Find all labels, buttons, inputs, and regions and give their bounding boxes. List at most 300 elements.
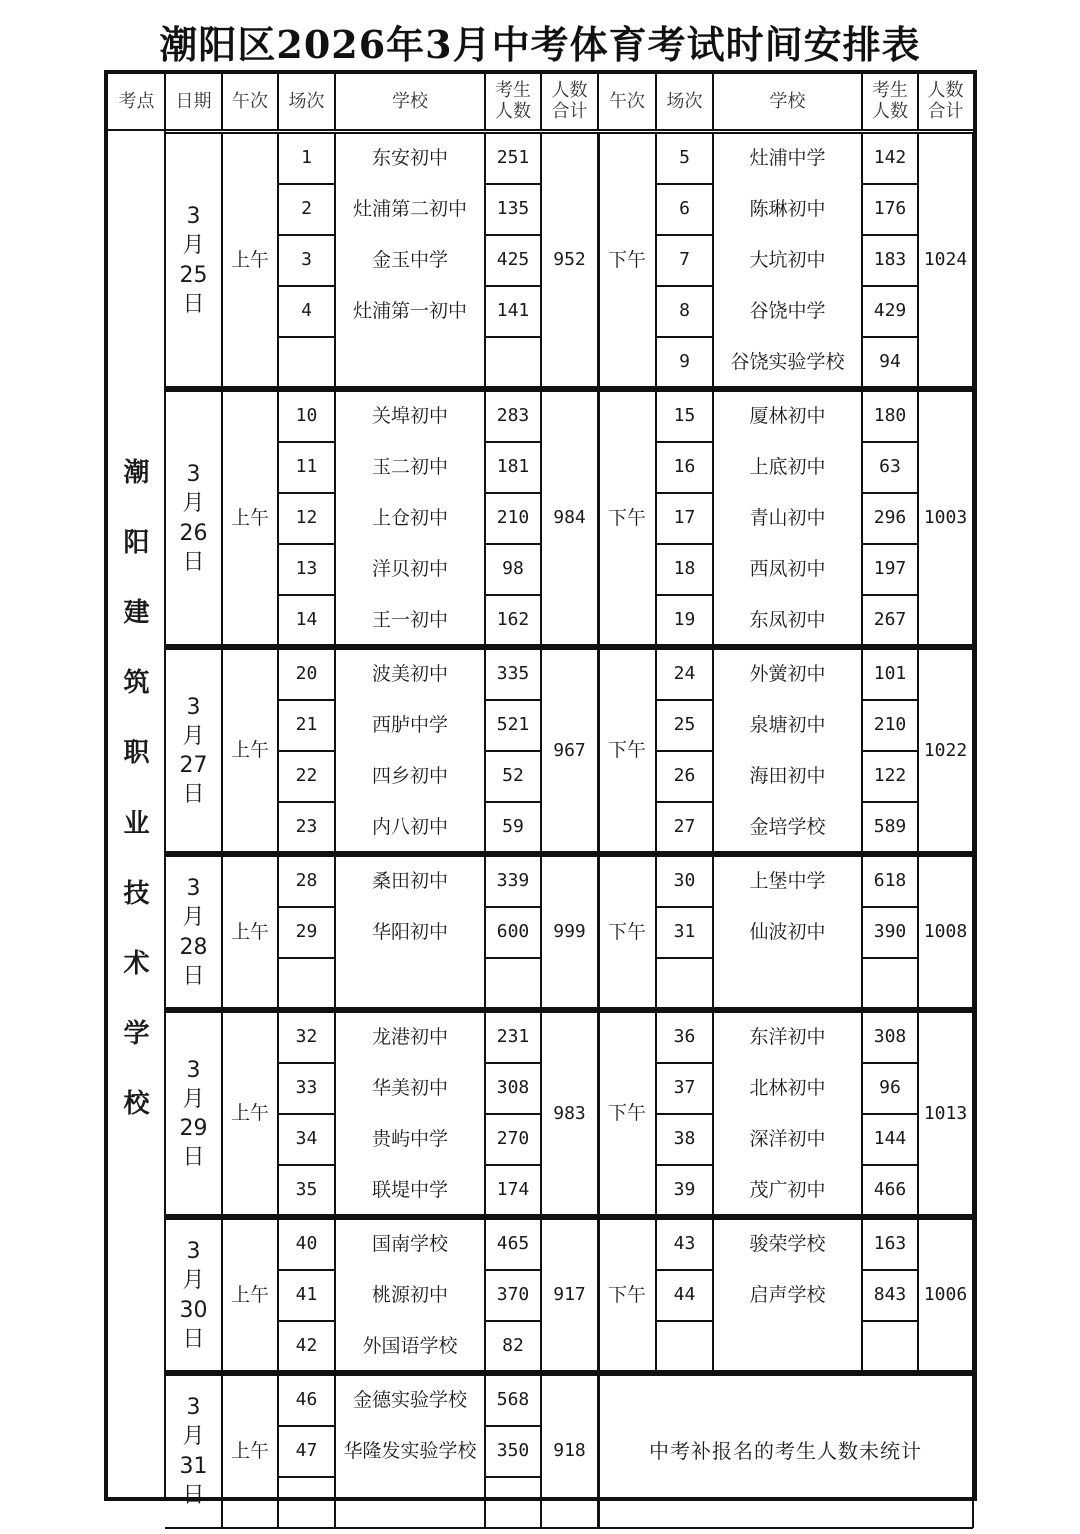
grid-line bbox=[484, 1012, 486, 1216]
grid-line bbox=[712, 856, 714, 1009]
school-am: 灶浦第一初中 bbox=[352, 299, 467, 322]
grid-line bbox=[917, 649, 919, 853]
round-pm: 39 bbox=[673, 1179, 696, 1201]
grid-line bbox=[485, 1164, 541, 1166]
grid-line bbox=[485, 1062, 541, 1064]
grid-line bbox=[917, 133, 919, 388]
round-pm: 37 bbox=[673, 1077, 696, 1099]
grid-line bbox=[861, 391, 863, 646]
round-am: 32 bbox=[295, 1026, 318, 1048]
round-am: 34 bbox=[295, 1128, 318, 1150]
round-pm: 43 bbox=[673, 1233, 696, 1255]
round-am: 4 bbox=[301, 300, 312, 322]
date-part: 3 bbox=[186, 1395, 201, 1421]
grid-line bbox=[861, 1012, 863, 1216]
school-pm: 谷饶中学 bbox=[749, 299, 826, 322]
grid-line bbox=[598, 1012, 600, 1216]
grid-line bbox=[221, 133, 223, 388]
grid-line bbox=[484, 1219, 486, 1372]
total-pm: 1024 bbox=[923, 249, 968, 271]
grid-line bbox=[861, 856, 863, 1009]
school-pm: 启声学校 bbox=[749, 1283, 826, 1306]
grid-line bbox=[277, 1219, 279, 1372]
grid-line bbox=[861, 1219, 863, 1372]
grid-line bbox=[972, 1219, 974, 1372]
grid-line bbox=[862, 957, 918, 959]
date-part: 月 bbox=[182, 905, 205, 931]
date-cell bbox=[165, 1219, 222, 1372]
round-pm: 44 bbox=[673, 1284, 696, 1306]
grid-line bbox=[972, 133, 974, 388]
grid-line bbox=[277, 391, 279, 646]
grid-line bbox=[485, 957, 541, 959]
grid-line bbox=[485, 1269, 541, 1271]
total-am: 917 bbox=[553, 1284, 586, 1306]
grid-line bbox=[485, 492, 541, 494]
count-pm: 144 bbox=[873, 1128, 907, 1150]
grid-line bbox=[334, 391, 336, 646]
school-pm: 东洋初中 bbox=[749, 1025, 826, 1048]
school-am: 华美初中 bbox=[371, 1076, 448, 1099]
header-school-am: 学校 bbox=[392, 90, 428, 112]
round-am: 21 bbox=[295, 714, 318, 736]
school-pm: 西凤初中 bbox=[749, 557, 826, 580]
session-am: 上午 bbox=[230, 739, 269, 762]
grid-line bbox=[278, 234, 335, 236]
grid-line bbox=[917, 74, 919, 130]
page-title: 潮阳区2026年3月中考体育考试时间安排表 bbox=[159, 22, 921, 67]
school-pm: 大坑初中 bbox=[749, 248, 826, 271]
grid-line bbox=[278, 750, 335, 752]
session-pm: 下午 bbox=[607, 248, 646, 271]
session-pm: 下午 bbox=[607, 920, 646, 943]
round-am: 11 bbox=[295, 456, 318, 478]
grid-line bbox=[485, 1476, 541, 1478]
school-am: 华隆发实验学校 bbox=[343, 1439, 477, 1462]
round-am: 1 bbox=[301, 147, 312, 169]
date-part: 27 bbox=[179, 753, 208, 778]
school-am: 关埠初中 bbox=[371, 404, 448, 427]
grid-line bbox=[485, 1113, 541, 1115]
date-cell bbox=[165, 649, 222, 853]
session-am: 上午 bbox=[230, 1283, 269, 1306]
header-total-am: 人数合计 bbox=[551, 80, 588, 122]
count-am: 465 bbox=[496, 1233, 530, 1255]
round-am: 29 bbox=[295, 921, 318, 943]
grid-line bbox=[598, 649, 600, 853]
school-pm: 仙波初中 bbox=[749, 920, 826, 943]
grid-line bbox=[334, 133, 336, 388]
count-pm: 94 bbox=[879, 351, 901, 373]
grid-line bbox=[278, 906, 335, 908]
session-am: 上午 bbox=[230, 1439, 269, 1462]
grid-line bbox=[278, 1476, 335, 1478]
school-am: 上仓初中 bbox=[371, 506, 448, 529]
venue-char: 业 bbox=[123, 808, 150, 839]
grid-line bbox=[165, 1011, 973, 1013]
grid-line bbox=[862, 543, 918, 545]
grid-line bbox=[862, 285, 918, 287]
date-part: 3 bbox=[186, 876, 201, 902]
school-pm: 外黉初中 bbox=[749, 662, 826, 685]
grid-line bbox=[165, 1527, 973, 1529]
count-am: 521 bbox=[496, 714, 530, 736]
grid-line bbox=[861, 74, 863, 130]
school-am: 金玉中学 bbox=[371, 248, 448, 271]
grid-line bbox=[485, 906, 541, 908]
school-am: 洋贝初中 bbox=[371, 557, 448, 580]
count-am: 308 bbox=[496, 1077, 530, 1099]
school-pm: 灶浦中学 bbox=[749, 146, 826, 169]
school-am: 波美初中 bbox=[371, 662, 448, 685]
header-school-pm: 学校 bbox=[769, 90, 806, 112]
grid-line bbox=[278, 1320, 335, 1322]
grid-line bbox=[485, 699, 541, 701]
header-date: 日期 bbox=[175, 90, 212, 112]
grid-line bbox=[862, 183, 918, 185]
round-pm: 7 bbox=[679, 249, 690, 271]
grid-line bbox=[485, 336, 541, 338]
school-pm: 上堡中学 bbox=[749, 869, 826, 892]
grid-line bbox=[972, 391, 974, 646]
grid-line bbox=[334, 856, 336, 1009]
venue-char: 术 bbox=[123, 948, 150, 979]
round-pm: 16 bbox=[673, 456, 696, 478]
count-am: 174 bbox=[496, 1179, 530, 1201]
header-round-pm: 场次 bbox=[666, 90, 703, 112]
round-am: 46 bbox=[295, 1389, 318, 1411]
round-am: 42 bbox=[295, 1335, 318, 1357]
total-pm: 1003 bbox=[923, 507, 968, 529]
grid-line bbox=[972, 1375, 974, 1528]
grid-line bbox=[656, 906, 713, 908]
header-count-pm: 考生人数 bbox=[872, 80, 908, 122]
grid-line bbox=[655, 1219, 657, 1372]
grid-line bbox=[656, 234, 713, 236]
grid-line bbox=[164, 74, 166, 130]
count-am: 370 bbox=[496, 1284, 530, 1306]
count-pm: 210 bbox=[873, 714, 907, 736]
grid-line bbox=[334, 1012, 336, 1216]
grid-line bbox=[656, 441, 713, 443]
grid-line bbox=[655, 391, 657, 646]
count-pm: 589 bbox=[873, 816, 907, 838]
grid-line bbox=[862, 1269, 918, 1271]
grid-line bbox=[540, 74, 542, 130]
round-am: 22 bbox=[295, 765, 318, 787]
school-am: 东安初中 bbox=[371, 146, 448, 169]
grid-line bbox=[221, 1375, 223, 1528]
count-pm: 843 bbox=[873, 1284, 907, 1306]
grid-line bbox=[597, 74, 599, 130]
school-am: 联堤中学 bbox=[371, 1178, 448, 1201]
grid-line bbox=[712, 391, 714, 646]
grid-line bbox=[917, 1219, 919, 1372]
session-am: 上午 bbox=[230, 248, 269, 271]
session-pm: 下午 bbox=[607, 506, 646, 529]
date-part: 日 bbox=[182, 782, 205, 808]
school-am: 玉二初中 bbox=[371, 455, 448, 478]
grid-line bbox=[484, 74, 486, 130]
round-pm: 9 bbox=[679, 351, 690, 373]
venue-char: 建 bbox=[123, 597, 150, 628]
count-pm: 618 bbox=[873, 870, 907, 892]
round-am: 10 bbox=[295, 405, 318, 427]
school-am: 桃源初中 bbox=[371, 1283, 448, 1306]
grid-line bbox=[334, 74, 336, 130]
grid-line bbox=[656, 285, 713, 287]
count-am: 568 bbox=[496, 1389, 530, 1411]
round-am: 28 bbox=[295, 870, 318, 892]
round-am: 40 bbox=[295, 1233, 318, 1255]
grid-line bbox=[862, 1062, 918, 1064]
grid-line bbox=[278, 1269, 335, 1271]
round-pm: 17 bbox=[673, 507, 696, 529]
date-cell bbox=[165, 1375, 222, 1528]
grid-line bbox=[972, 856, 974, 1009]
grid-line bbox=[861, 649, 863, 853]
count-am: 339 bbox=[496, 870, 530, 892]
round-pm: 25 bbox=[673, 714, 696, 736]
date-cell bbox=[165, 391, 222, 646]
grid-line bbox=[656, 543, 713, 545]
grid-line bbox=[917, 856, 919, 1009]
count-am: 135 bbox=[496, 198, 530, 220]
grid-line bbox=[656, 336, 713, 338]
grid-line bbox=[598, 1375, 600, 1528]
date-part: 26 bbox=[179, 520, 208, 546]
grid-line bbox=[165, 648, 973, 650]
grid-line bbox=[278, 1425, 335, 1427]
grid-line bbox=[485, 183, 541, 185]
grid-line bbox=[221, 74, 223, 130]
date-part: 3 bbox=[186, 204, 201, 230]
school-pm: 金培学校 bbox=[749, 815, 826, 838]
grid-line bbox=[278, 1062, 335, 1064]
school-pm: 茂广初中 bbox=[749, 1178, 826, 1201]
school-am: 四乡初中 bbox=[371, 764, 448, 787]
count-am: 141 bbox=[496, 300, 530, 322]
grid-line bbox=[656, 1269, 713, 1271]
grid-line bbox=[278, 1113, 335, 1115]
grid-line bbox=[278, 441, 335, 443]
grid-line bbox=[917, 391, 919, 646]
count-pm: 176 bbox=[873, 198, 907, 220]
total-am: 983 bbox=[553, 1102, 586, 1124]
grid-line bbox=[540, 1012, 542, 1216]
grid-line bbox=[540, 133, 542, 388]
count-am: 251 bbox=[496, 147, 530, 169]
grid-line bbox=[862, 1113, 918, 1115]
grid-line bbox=[221, 856, 223, 1009]
school-am: 龙港初中 bbox=[371, 1025, 448, 1048]
date-cell bbox=[165, 133, 222, 388]
total-pm: 1008 bbox=[923, 921, 968, 943]
grid-line bbox=[278, 285, 335, 287]
grid-line bbox=[598, 133, 600, 388]
grid-line bbox=[656, 750, 713, 752]
session-pm: 下午 bbox=[607, 1102, 646, 1125]
total-pm: 1013 bbox=[923, 1102, 968, 1124]
date-part: 3 bbox=[186, 694, 201, 720]
venue-char: 潮 bbox=[123, 457, 150, 488]
round-am: 20 bbox=[295, 663, 318, 685]
grid-line bbox=[656, 492, 713, 494]
date-part: 29 bbox=[179, 1116, 208, 1141]
school-am: 内八初中 bbox=[371, 815, 448, 838]
round-pm: 15 bbox=[673, 405, 696, 427]
round-pm: 18 bbox=[673, 558, 696, 580]
round-am: 2 bbox=[301, 198, 312, 220]
grid-line bbox=[484, 1375, 486, 1528]
date-part: 月 bbox=[182, 1268, 205, 1294]
date-part: 月 bbox=[182, 491, 205, 517]
grid-line bbox=[485, 594, 541, 596]
grid-line bbox=[540, 391, 542, 646]
venue-char: 校 bbox=[123, 1089, 150, 1120]
header-total-pm: 人数合计 bbox=[927, 80, 964, 122]
school-pm: 北林初中 bbox=[749, 1076, 826, 1099]
grid-line bbox=[861, 133, 863, 388]
date-part: 月 bbox=[182, 723, 205, 749]
grid-line bbox=[656, 1062, 713, 1064]
round-pm: 19 bbox=[673, 609, 696, 631]
grid-line bbox=[334, 1219, 336, 1372]
count-am: 162 bbox=[496, 609, 530, 631]
venue-char: 筑 bbox=[123, 668, 150, 699]
session-pm: 下午 bbox=[607, 739, 646, 762]
count-am: 210 bbox=[496, 507, 530, 529]
count-am: 600 bbox=[496, 921, 530, 943]
grid-line bbox=[656, 1164, 713, 1166]
grid-line bbox=[712, 1219, 714, 1372]
grid-line bbox=[277, 133, 279, 388]
session-pm: 下午 bbox=[607, 1283, 646, 1306]
round-pm: 36 bbox=[673, 1026, 696, 1048]
date-cell bbox=[165, 856, 222, 1009]
grid-line bbox=[221, 391, 223, 646]
grid-line bbox=[712, 133, 714, 388]
round-pm: 26 bbox=[673, 765, 696, 787]
round-pm: 6 bbox=[679, 198, 690, 220]
school-pm: 泉塘初中 bbox=[749, 713, 826, 736]
count-am: 270 bbox=[496, 1128, 530, 1150]
grid-line bbox=[165, 132, 973, 134]
school-am: 王一初中 bbox=[371, 608, 448, 631]
count-am: 52 bbox=[502, 765, 524, 787]
grid-line bbox=[540, 1219, 542, 1372]
school-pm: 上底初中 bbox=[749, 455, 826, 478]
school-pm: 东凤初中 bbox=[749, 608, 826, 631]
grid-line bbox=[712, 649, 714, 853]
date-part: 日 bbox=[182, 963, 205, 989]
grid-line bbox=[278, 492, 335, 494]
date-part: 日 bbox=[182, 549, 205, 575]
count-pm: 163 bbox=[873, 1233, 907, 1255]
round-am: 41 bbox=[295, 1284, 318, 1306]
venue-char: 学 bbox=[123, 1019, 150, 1050]
grid-line bbox=[598, 1219, 600, 1372]
total-am: 967 bbox=[553, 739, 586, 761]
grid-line bbox=[862, 1320, 918, 1322]
grid-line bbox=[917, 1012, 919, 1216]
count-am: 335 bbox=[496, 663, 530, 685]
session-am: 上午 bbox=[230, 920, 269, 943]
grid-line bbox=[165, 855, 973, 857]
count-am: 98 bbox=[502, 558, 524, 580]
date-part: 日 bbox=[182, 291, 205, 317]
count-am: 283 bbox=[496, 405, 530, 427]
grid-line bbox=[485, 1425, 541, 1427]
date-part: 3 bbox=[186, 1239, 201, 1265]
count-pm: 390 bbox=[873, 921, 907, 943]
total-am: 999 bbox=[553, 921, 586, 943]
grid-line bbox=[221, 1219, 223, 1372]
grid-line bbox=[862, 801, 918, 803]
grid-line bbox=[540, 1375, 542, 1528]
grid-line bbox=[656, 183, 713, 185]
count-am: 59 bbox=[502, 816, 524, 838]
grid-line bbox=[598, 856, 600, 1009]
date-cell bbox=[165, 1012, 222, 1216]
round-pm: 27 bbox=[673, 816, 696, 838]
round-pm: 5 bbox=[679, 147, 690, 169]
count-pm: 180 bbox=[873, 405, 907, 427]
date-part: 日 bbox=[182, 1482, 205, 1508]
round-am: 14 bbox=[295, 609, 318, 631]
venue-char: 技 bbox=[123, 878, 150, 909]
date-part: 日 bbox=[182, 1326, 205, 1352]
grid-line bbox=[656, 1113, 713, 1115]
grid-line bbox=[485, 801, 541, 803]
grid-line bbox=[655, 74, 657, 130]
date-part: 28 bbox=[179, 934, 208, 960]
total-am: 952 bbox=[553, 249, 586, 271]
session-am: 上午 bbox=[230, 1102, 269, 1125]
grid-line bbox=[862, 699, 918, 701]
date-part: 月 bbox=[182, 233, 205, 259]
grid-line bbox=[655, 649, 657, 853]
grid-line bbox=[656, 699, 713, 701]
grid-line bbox=[277, 1375, 279, 1528]
school-am: 国南学校 bbox=[371, 1232, 448, 1255]
count-pm: 197 bbox=[873, 558, 907, 580]
school-pm: 海田初中 bbox=[749, 764, 826, 787]
header-session-pm: 午次 bbox=[609, 90, 645, 112]
count-am: 350 bbox=[496, 1440, 530, 1462]
grid-line bbox=[540, 649, 542, 853]
round-pm: 38 bbox=[673, 1128, 696, 1150]
school-pm: 骏荣学校 bbox=[749, 1232, 826, 1255]
grid-line bbox=[656, 1320, 713, 1322]
grid-line bbox=[277, 74, 279, 130]
note-text: 中考补报名的考生人数未统计 bbox=[649, 1439, 922, 1463]
grid-line bbox=[485, 543, 541, 545]
school-pm: 陈琳初中 bbox=[749, 197, 826, 220]
count-pm: 96 bbox=[879, 1077, 901, 1099]
count-pm: 429 bbox=[873, 300, 907, 322]
round-pm: 31 bbox=[673, 921, 696, 943]
grid-line bbox=[278, 183, 335, 185]
date-part: 月 bbox=[182, 1086, 205, 1112]
grid-line bbox=[277, 856, 279, 1009]
grid-line bbox=[485, 1320, 541, 1322]
grid-line bbox=[334, 649, 336, 853]
grid-line bbox=[862, 594, 918, 596]
date-part: 31 bbox=[179, 1453, 208, 1479]
header-venue: 考点 bbox=[118, 90, 155, 112]
round-am: 12 bbox=[295, 507, 318, 529]
